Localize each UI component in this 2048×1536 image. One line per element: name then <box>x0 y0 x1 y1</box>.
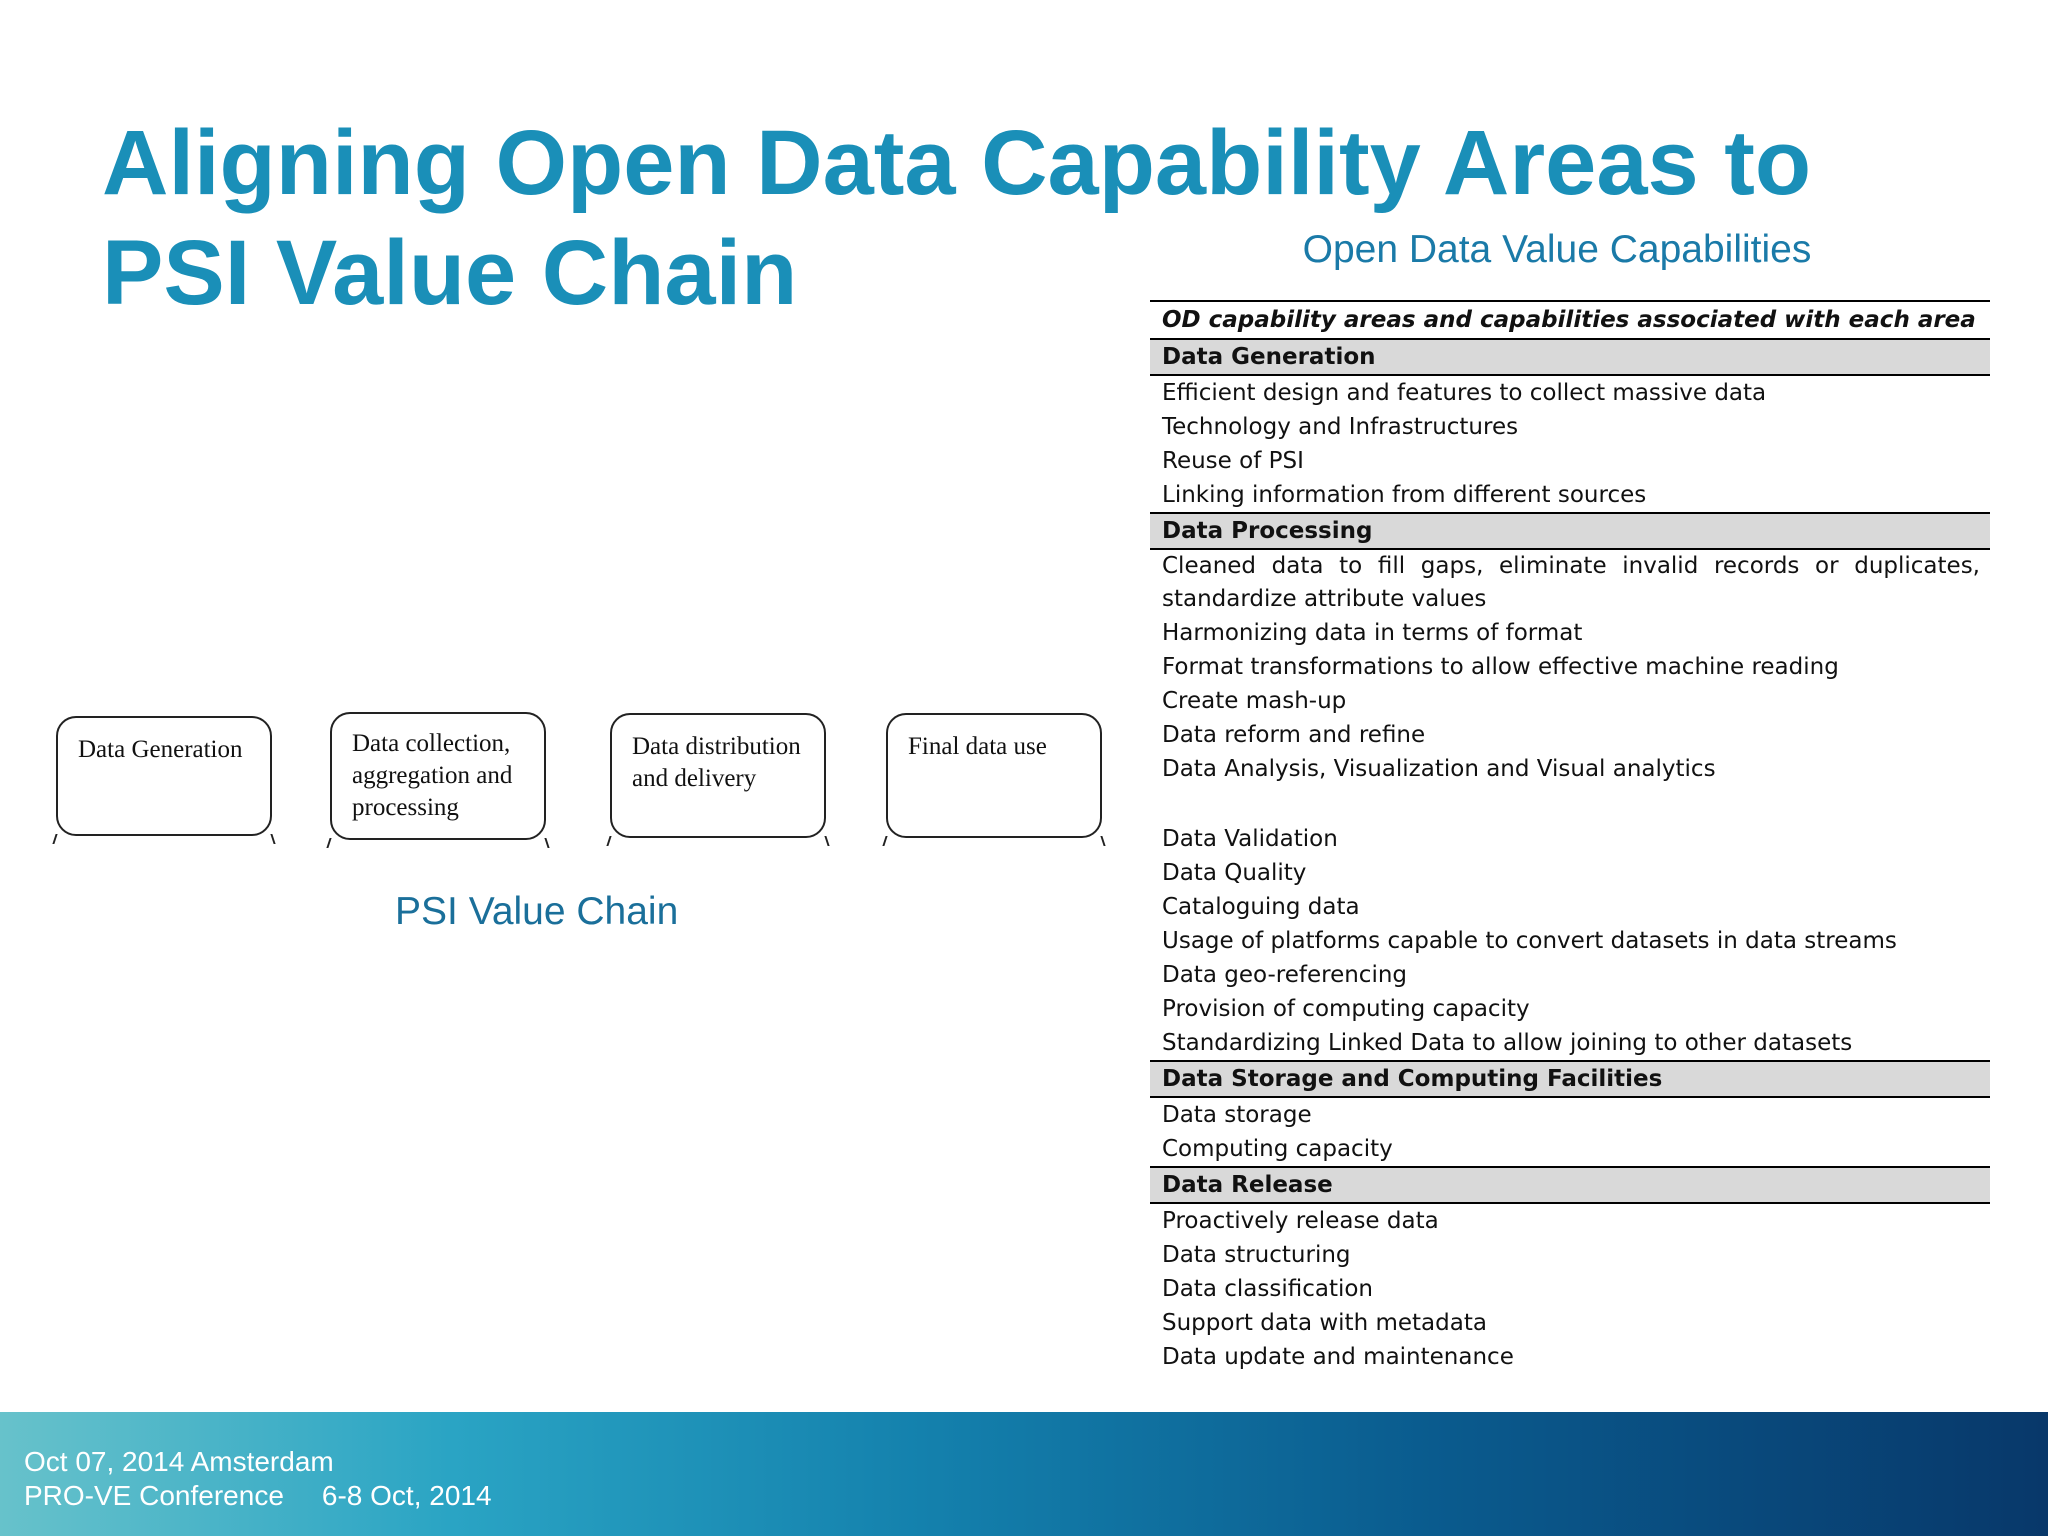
table-spacer <box>1150 786 1990 822</box>
table-row: Provision of computing capacity <box>1162 996 1530 1022</box>
chain-box-data-distribution <box>610 713 826 838</box>
chain-box-label: Data collection, aggregation and processing <box>352 730 513 821</box>
table-row: Data Analysis, Visualization and Visual analytics <box>1162 756 1716 782</box>
table-row: Usage of platforms capable to convert datasets in data streams <box>1162 928 1897 954</box>
section-header-data-storage: Data Storage and Computing Facilities <box>1150 1060 1990 1098</box>
table-row: Data Validation <box>1162 826 1338 852</box>
table-row: Data structuring <box>1162 1242 1351 1268</box>
chain-box-final-data-use <box>886 713 1102 838</box>
table-row: Computing capacity <box>1162 1136 1393 1162</box>
table-row: Cleaned data to fill gaps, eliminate invalid records or duplicates, standardize attribute values <box>1162 553 1980 612</box>
slide-title-line-2: PSI Value Chain <box>102 222 798 324</box>
table-row: Data classification <box>1162 1276 1373 1302</box>
table-row: Technology and Infrastructures <box>1162 414 1519 440</box>
chain-box-data-generation <box>56 716 272 836</box>
table-row: Standardizing Linked Data to allow joining to other datasets <box>1162 1030 1853 1056</box>
chain-box-label: Final data use <box>908 733 1047 760</box>
table-row: Data storage <box>1162 1102 1312 1128</box>
table-row: Harmonizing data in terms of format <box>1162 620 1583 646</box>
capabilities-table <box>1150 300 1990 1374</box>
table-row: Data update and maintenance <box>1162 1344 1514 1370</box>
slide-title <box>102 108 1882 328</box>
footer-date-location: Oct 07, 2014 Amsterdam <box>24 1446 334 1477</box>
capabilities-table-header: OD capability areas and capabilities associated with each area <box>1150 300 1990 340</box>
footer-conference-name: PRO-VE Conference <box>24 1480 284 1511</box>
psi-value-chain <box>52 710 1112 850</box>
table-row: Support data with metadata <box>1162 1310 1487 1336</box>
table-row: Data geo-referencing <box>1162 962 1408 988</box>
section-header-data-generation: Data Generation <box>1150 340 1990 376</box>
footer-conference-dates: 6-8 Oct, 2014 <box>321 1480 492 1511</box>
footer-banner <box>0 1412 2048 1536</box>
table-row: Create mash-up <box>1162 688 1347 714</box>
table-row: Data reform and refine <box>1162 722 1426 748</box>
table-row: Format transformations to allow effective machine reading <box>1162 654 1839 680</box>
table-row: Data Quality <box>1162 860 1307 886</box>
table-row: Reuse of PSI <box>1162 448 1304 474</box>
section-header-data-release: Data Release <box>1150 1166 1990 1204</box>
value-chain-caption: PSI Value Chain <box>395 890 679 933</box>
table-row: Proactively release data <box>1162 1208 1439 1234</box>
chain-box-label: Data distribution and delivery <box>632 733 801 792</box>
table-row: Linking information from different sources <box>1162 482 1647 508</box>
capabilities-table-caption: Open Data Value Capabilities <box>1302 228 1812 271</box>
slide-title-line-1: Aligning Open Data Capability Areas to <box>102 112 1812 214</box>
table-row: Efficient design and features to collect massive data <box>1162 380 1767 406</box>
footer-conference <box>24 1480 492 1512</box>
section-header-data-processing: Data Processing <box>1150 512 1990 550</box>
chain-box-data-collection <box>330 712 546 840</box>
table-row: Cataloguing data <box>1162 894 1360 920</box>
chain-box-label: Data Generation <box>78 736 243 763</box>
